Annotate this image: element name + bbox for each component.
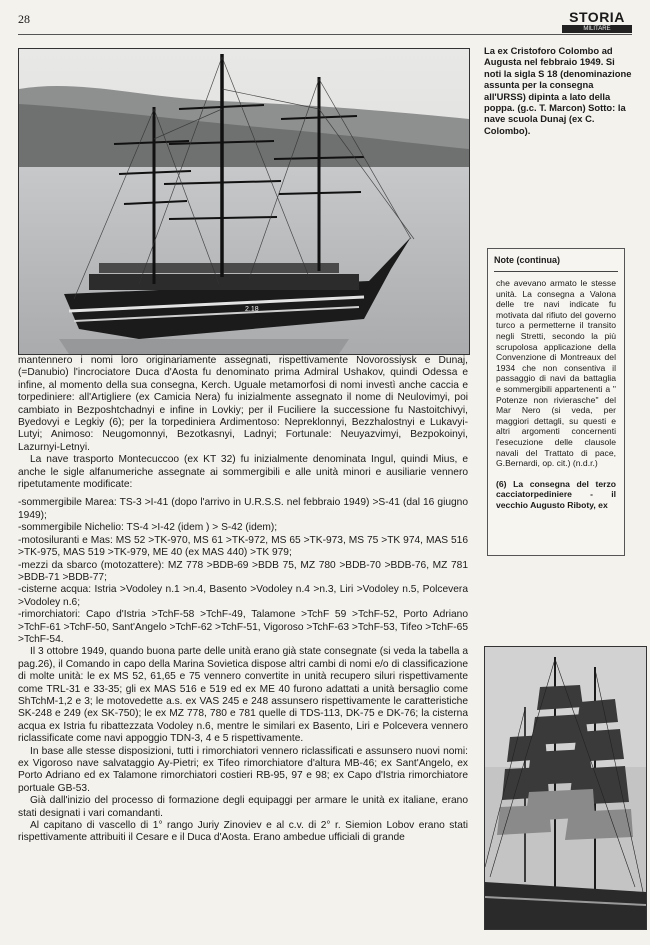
paragraph-4: In base alle stesse disposizioni, tutti i rimorchiatori vennero riclassificati e assunsero nuovi nomi: ex Vigoroso nave salvataggio Ay-Pietri; ex Tifeo rimorchiatore d'altura MB-46; ex Sant'Angelo, ex Porto Adriano ed ex Talamone rimorchiatori costieri RB-95, 97 e 98; ex Capo d'Istria rimorchiatore portuale GB-53. xyxy=(18,745,468,794)
notes-sidebar xyxy=(487,248,625,556)
paragraph-3: Il 3 ottobre 1949, quando buona parte delle unità erano già state consegnate (si veda la tabella a pag.26), il Comando in capo della Marina Sovietica dispose altri cambi di nomi e/o di classificazione di molte unità: le ex MS 52, 61,65 e 75 vennero convertite in unità recupero siluri rispettivamente come TRL-31 e 33-35; gli ex MAS 516 e 519 ed ex ME 40 furono adattati a unità bersaglio come ShTchM-1,2 e 3; le motovedette a.s. ex VAS 245 e 248 assunsero rispettivamente le caratteristiche SK-248 e 249 (ex SK-750); le ex MZ 778, 780 e 781 quelle di TDS-113, DK-75 e DK-76; la cisterna acqua ex Istria fu ribattezzata Vodoley n.6, mentre le similari ex Basento, Liri e Polcevera vennero riclassificate come navi appoggio TDN-3, 4 e 5 rispettivamente. xyxy=(18,646,468,745)
list-item: -mezzi da sbarco (motozattere): MZ 778 >BDB-69 >BDB 75, MZ 780 >BDB-70 >BDB-76, MZ 781 >BDB-71 >BDB-77; xyxy=(18,559,468,583)
list-item: -cisterne acqua: Istria >Vodoley n.1 >n.4, Basento >Vodoley n.4 >n.3, Liri >Vodoley n.5, Polcevera >Vodoley n.6; xyxy=(18,584,468,608)
notes-title: Note (continua) xyxy=(494,255,618,272)
paragraph-6: Al capitano di vascello di 1° rango Juriy Zinoviev e al c.v. di 2° r. Siemion Lobov erano stati rispettivamente attribuiti il Cesare e il Duca d'Aosta. Erano ambedue ufficiali di grande xyxy=(18,820,468,844)
notes-body: che avevano armato le stesse unità. La consegna a Valona delle tre navi indicate fu motivata dal rifiuto del governo turco a permetterne il transito negli Stretti, secondo la più scrupolosa applicazione della Convenzione di Montreaux del 1934 che non consentiva il passaggio di navi da battaglia e sommergibili appartenenti a " Potenze non rivierasche" del Mar Nero (si veda, per maggiori dettagli, su questi e altri argomenti concernenti l'esecuzione delle clausole navali del Trattato di pace, G.Bernardi, op. cit.) (n.d.r.) xyxy=(496,278,616,469)
logo-title: STORIA xyxy=(569,9,625,25)
photo-dunaj xyxy=(484,646,647,930)
ship-photo-illustration xyxy=(19,49,469,354)
photo-caption: La ex Cristoforo Colombo ad Augusta nel febbraio 1949. Si noti la sigla S 18 (denominazione assunta per la consegna all'URSS) dipinta a lato della poppa. (g.c. T. Marcon) Sotto: la nave scuola Dunaj (ex C. Colombo). xyxy=(484,45,632,136)
dunaj-photo-illustration xyxy=(485,647,646,929)
paragraph-1: mantennero i nomi loro originariamente assegnati, rispettivamente Novorossiysk e Dunaj, (=Danubio) l'incrociatore Duca d'Aosta fu denominato prima Admiral Ushakov, quindi Odessa e infine, al momento della sua consegna, Kerch. Uguale metamorfosi di nomi investì anche caccia e torpediniere: all'Artigliere (ex Camicia Nera) fu inizialmente assegnato il nome di Neulovimyi, poi cambiato in Bezposhtchadnyi e infine in Lovkiy; per il Fuciliere la successione fu Nastoitchivyi, Byedovyi e Legkiy (6); per la torpediniera Ardimentoso: Nepreklonnyi, Bezzhalostnyi e Lukavyi-Lutyi; Animoso: Neugomonnyi, Bezotkasnyi, Ladnyi; Fortunale: Neuyazvimyi, Bezpokoinyi, Lazurnyi-Letnyi. xyxy=(18,355,468,453)
list-item: -rimorchiatori: Capo d'Istria >TchF-58 >TchF-49, Talamone >TchF 59 >TchF-52, Porto Adriano >TchF-61 >TchF-50, Sant'Angelo >TchF-62 >TchF-51, Vigoroso >TchF-63 >TchF-53, Tifeo >TchF-65 >TchF-54. xyxy=(18,609,468,645)
paragraph-2: La nave trasporto Montecuccoo (ex KT 32) fu inizialmente denominata Ingul, quindi Mius, e anche le sigle alfanumeriche assegnate ai sommergibili e alle unità minori e ausiliarie vennero ripetutamente modificate: xyxy=(18,454,468,491)
article-body xyxy=(18,355,468,845)
list-item: -sommergibile Nichelio: TS-4 >I-42 (idem ) > S-42 (idem); xyxy=(18,522,278,534)
list-item: -motosiluranti e Mas: MS 52 >TK-970, MS 61 >TK-972, MS 65 >TK-973, MS 75 >TK 974, MAS 516 >TK-975, MAS 519 >TK-979, ME 40 (ex MAS 440) >TK 979; xyxy=(18,534,468,559)
note-6: (6) La consegna del terzo cacciatorpediniere - il vecchio Augusto Riboty, ex xyxy=(496,478,616,510)
paragraph-5: Già dall'inizio del processo di formazione degli equipaggi per armare le unità ex italiane, erano stati designati i vari comandanti. xyxy=(18,795,468,819)
magazine-logo xyxy=(562,10,632,33)
photo-cristoforo-colombo xyxy=(18,48,470,355)
logo-subtitle: MILITARE xyxy=(562,25,632,33)
renaming-list xyxy=(18,497,468,646)
page-number: 28 xyxy=(18,12,30,26)
hull-mark: 2.18 xyxy=(245,306,259,313)
header-rule xyxy=(18,34,632,35)
list-item: -sommergibile Marea: TS-3 >I-41 (dopo l'arrivo in U.R.S.S. nel febbraio 1949) >S-41 (dal 16 giugno 1949); xyxy=(18,497,468,521)
